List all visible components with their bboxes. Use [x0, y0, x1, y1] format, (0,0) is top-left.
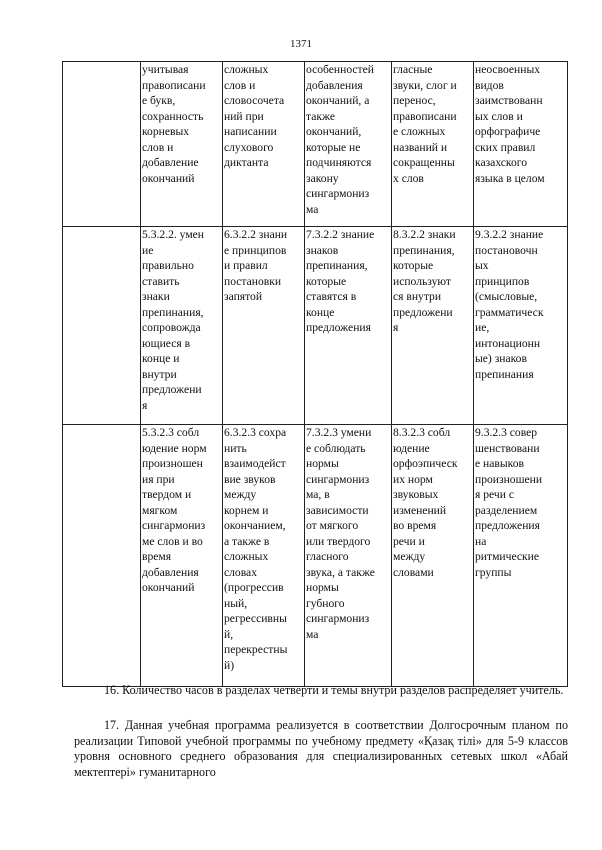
- table-cell: 8.3.2.3 собл юдение орфоэпическ их норм звуковых изменений во время речи и между словами: [392, 425, 474, 687]
- paragraph-16: [74, 683, 568, 699]
- paragraph-17-text: 17. Данная учебная программа реализуется в соответствии Долгосрочным планом по реализации Типовой учебной программы по учебному предмету «Қазақ тілі» для 5-9 классов уровня основного среднего образования для специализированных сетевых школ «Абай мектептері» гуманитарного: [74, 718, 568, 779]
- table-cell: 5.3.2.3 собл юдение норм произношен ия при твердом и мягком сингармониз ме слов и во время добавления окончаний: [141, 425, 223, 687]
- table-cell: сложных слов и словосочета ний при написании слухового диктанта: [223, 62, 305, 227]
- table-cell: 9.3.2.2 знание постановочн ых принципов (смысловые, грамматическ ие, интонационн ые) знаков препинания: [474, 227, 568, 425]
- table-cell: учитывая правописани е букв, сохранность корневых слов и добавление окончаний: [141, 62, 223, 227]
- table-cell: 7.3.2.3 умени е соблюдать нормы сингармониз ма, в зависимости от мягкого или твердого гласного звука, а также нормы губного сингармониз ма: [305, 425, 392, 687]
- table-cell-empty: [63, 425, 141, 687]
- curriculum-table: [62, 61, 568, 687]
- table-cell-empty: [63, 62, 141, 227]
- paragraph-17: [74, 718, 568, 780]
- table-cell: особенностей добавления окончаний, а также окончаний, которые не подчиняются закону сингармониз ма: [305, 62, 392, 227]
- page-number: 1371: [290, 38, 312, 50]
- table-cell: 9.3.2.3 совер шенствовани е навыков произношени я речи с разделением предложения на ритмические группы: [474, 425, 568, 687]
- table-cell: неосвоенных видов заимствованн ых слов и орфографиче ских правил казахского языка в целом: [474, 62, 568, 227]
- table-cell: гласные звуки, слог и перенос, правописани е сложных названий и сокращенны х слов: [392, 62, 474, 227]
- table-cell: 6.3.2.3 сохра нить взаимодейст вие звуков между корнем и окончанием, а также в сложных словах (прогрессив ный, регрессивны й, перекрестны й): [223, 425, 305, 687]
- paragraph-16-text: 16. Количество часов в разделах четверти и темы внутри разделов распределяет учитель.: [104, 683, 564, 697]
- table-row: [63, 227, 568, 425]
- table-cell: 7.3.2.2 знание знаков препинания, которые ставятся в конце предложения: [305, 227, 392, 425]
- table-row: [63, 425, 568, 687]
- table-cell: 6.3.2.2 знани е принципов и правил постановки запятой: [223, 227, 305, 425]
- table-cell: 8.3.2.2 знаки препинания, которые используют ся внутри предложени я: [392, 227, 474, 425]
- table-row: [63, 62, 568, 227]
- table-cell-empty: [63, 227, 141, 425]
- table-cell: 5.3.2.2. умен ие правильно ставить знаки препинания, сопровожда ющиеся в конце и внутри предложени я: [141, 227, 223, 425]
